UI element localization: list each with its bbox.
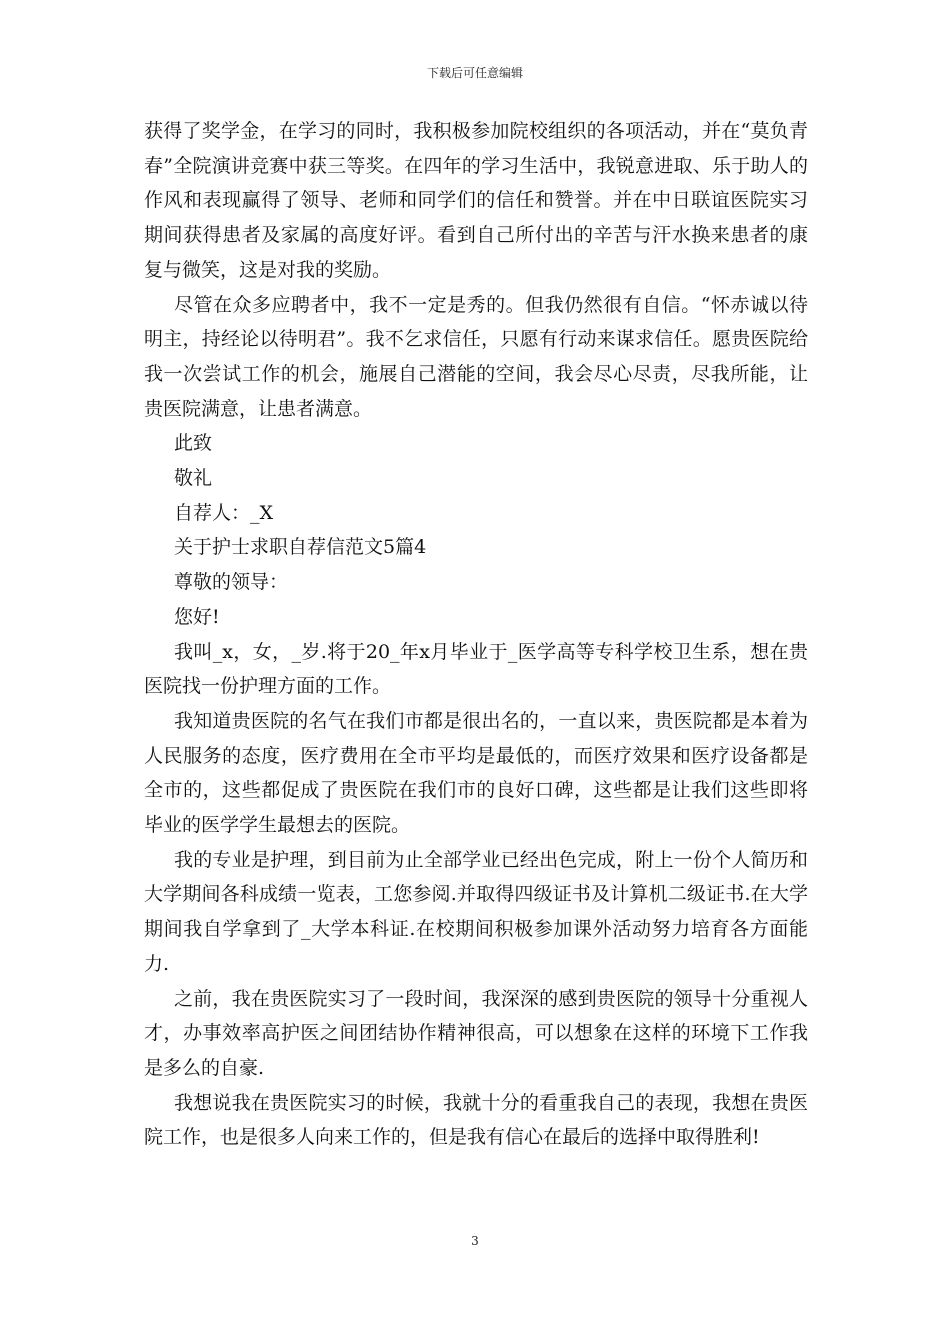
page-number: 3 <box>471 1234 479 1248</box>
document-body <box>144 114 808 1155</box>
paragraph-confidence: 尽管在众多应聘者中，我不一定是秀的。但我仍然很有自信。“怀赤诚以待明主，持经论以待明君”。我不乞求信任，只愿有行动来谋求信任。愿贵医院给我一次尝试工作的机会，施展自己潜能的空间，我会尽心尽责，尽我所能，让贵医院满意，让患者满意。 <box>144 293 808 420</box>
paragraph-introduction: 我叫_x，女，_岁.将于20_年x月毕业于_医学高等专科学校卫生系，想在贵医院找一份护理方面的工作。 <box>144 640 808 698</box>
paragraph-award: 获得了奖学金，在学习的同时，我积极参加院校组织的各项活动，并在“莫负青春”全院演讲竞赛中获三等奖。在四年的学习生活中，我锐意进取、乐于助人的作风和表现赢得了领导、老师和同学们的信任和赞誉。并在中日联谊医院实习期间获得患者及家属的高度好评。看到自己所付出的辛苦与汗水换来患者的康复与微笑，这是对我的奖励。 <box>144 120 808 281</box>
page-header: 下载后可任意编辑 <box>426 66 523 80</box>
paragraph-conclusion: 我想说我在贵医院实习的时候，我就十分的看重我自己的表现，我想在贵医院工作，也是很多人向来工作的，但是我有信心在最后的选择中取得胜利! <box>144 1091 808 1149</box>
signature-line: 自荐人：_X <box>174 501 274 524</box>
section-title: 关于护士求职自荐信范文5篇4 <box>174 536 427 559</box>
closing-salutation: 此致 <box>174 432 213 455</box>
paragraph-qualifications: 我的专业是护理，到目前为止全部学业已经出色完成，附上一份个人简历和大学期间各科成绩一览表，工您参阅.并取得四级证书及计算机二级证书.在大学期间我自学拿到了_大学本科证.在校期间积极参加课外活动努力培育各方面能力. <box>144 848 808 975</box>
greeting-recipient: 尊敬的领导： <box>174 571 289 594</box>
paragraph-internship: 之前，我在贵医院实习了一段时间，我深深的感到贵医院的领导十分重视人才，办事效率高护医之间团结协作精神很高，可以想象在这样的环境下工作我是多么的自豪. <box>144 987 808 1079</box>
paragraph-hospital-reputation: 我知道贵医院的名气在我们市都是很出名的，一直以来，贵医院都是本着为人民服务的态度，医疗费用在全市平均是最低的，而医疗效果和医疗设备都是全市的，这些都促成了贵医院在我们市的良好口碑，这些都是让我们这些即将毕业的医学学生最想去的医院。 <box>144 709 808 837</box>
closing-regards: 敬礼 <box>174 467 213 490</box>
greeting-hello: 您好! <box>174 605 220 628</box>
